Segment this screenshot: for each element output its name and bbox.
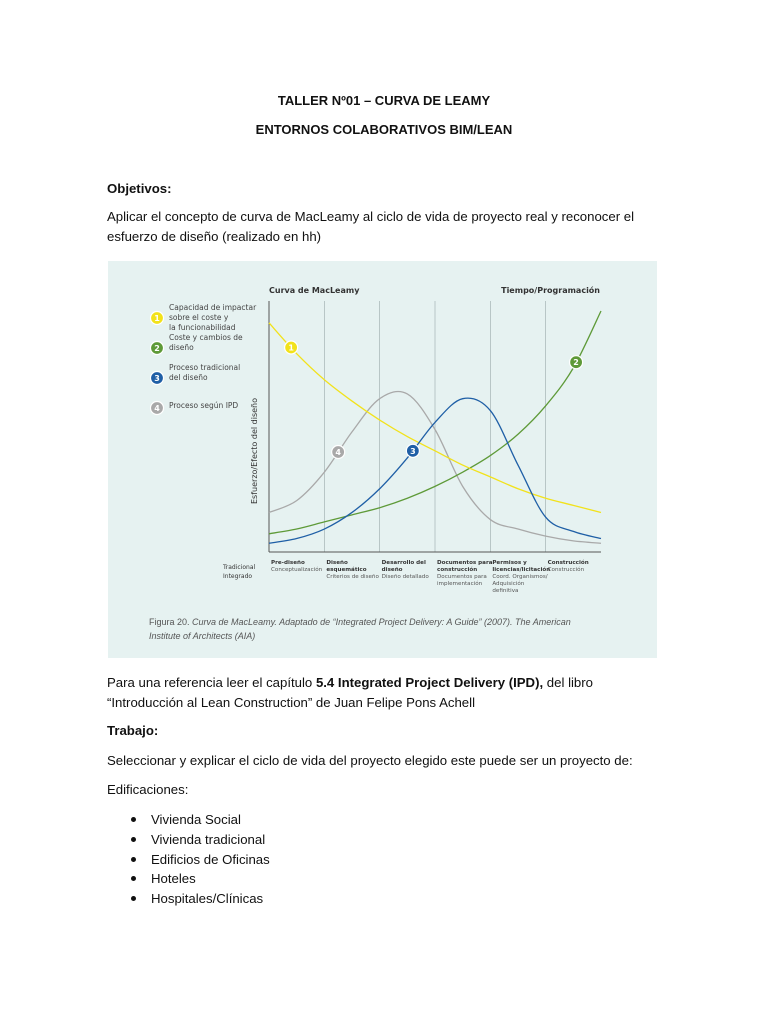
phase-label-5 — [492, 560, 550, 594]
marker-label: 1 — [288, 343, 294, 353]
chart-title-right: Tiempo/Programación — [501, 286, 600, 295]
phase-traditional-text: diseño — [381, 567, 403, 573]
phase-integrated-text: Diseño detallado — [381, 574, 429, 580]
legend-text: Capacidad de impactar — [169, 303, 257, 312]
legend-text: diseño — [169, 343, 194, 352]
trabajo-text: Seleccionar y explicar el ciclo de vida del proyecto elegido este puede ser un proyecto de: — [107, 753, 633, 768]
phase-integrated-text: Coord. Organismos/ — [492, 574, 548, 580]
row-label-integrado: Integrado — [223, 573, 253, 580]
reference-line-2: “Introducción al Lean Construction” de Juan Felipe Pons Achell — [107, 695, 476, 710]
objetivos-line-1: Aplicar el concepto de curva de MacLeamy al ciclo de vida de proyecto real y reconocer el — [107, 209, 635, 224]
phase-traditional-text: Diseño — [326, 560, 348, 566]
list-item: Edificios de Oficinas — [107, 850, 270, 870]
reference-paragraph — [107, 673, 707, 713]
legend-text: la funcionabilidad — [169, 323, 236, 332]
objetivos-line-2: esfuerzo de diseño (realizado en hh) — [107, 229, 322, 244]
row-label-tradicional: Tradicional — [223, 564, 256, 571]
legend-item-3 — [151, 363, 241, 385]
reference-text-pre: Para una referencia leer el capítulo — [107, 675, 316, 690]
document-title: TALLER Nº01 – CURVA DE LEAMY — [277, 93, 491, 108]
legend-badge-number: 4 — [154, 404, 160, 413]
edificaciones-label: Edificaciones: — [107, 782, 189, 797]
series-marker-4 — [332, 446, 345, 459]
chart-markers — [285, 341, 583, 459]
phase-traditional-text: Pre-diseño — [271, 560, 305, 566]
list-item: Hospitales/Clínicas — [107, 889, 270, 909]
reference-chapter: 5.4 Integrated Project Delivery (IPD), — [315, 675, 544, 690]
legend-text: sobre el coste y — [169, 313, 229, 322]
phase-traditional-text: esquemático — [326, 567, 367, 573]
objetivos-text — [107, 207, 687, 247]
legend-badge-number: 1 — [154, 314, 160, 323]
phase-traditional-text: Permisos y — [492, 560, 527, 566]
chart-gridlines — [324, 301, 545, 552]
building-types-list — [107, 810, 270, 909]
marker-label: 3 — [410, 446, 416, 456]
phase-label-6 — [548, 559, 589, 573]
phase-label-1 — [271, 560, 323, 573]
phase-traditional-text: licencias/licitación — [492, 567, 551, 573]
phase-traditional-text: construcción — [437, 567, 478, 573]
macleamy-chart — [108, 261, 657, 658]
phase-integrated-text: Conceptualización — [271, 567, 323, 573]
phase-traditional-text: Construcción — [547, 560, 589, 566]
legend-item-1 — [151, 303, 258, 332]
series-marker-3 — [406, 444, 419, 457]
phase-label-4 — [437, 560, 493, 587]
figure-caption-line-2: Institute of Architects (AIA) — [149, 631, 256, 641]
phase-integrated-text: Construcción — [547, 567, 585, 573]
legend-text: Proceso según IPD — [169, 401, 239, 410]
phase-integrated-text: implementación — [437, 581, 483, 587]
reference-text-post: del libro — [543, 675, 593, 690]
chart-title: Curva de MacLeamy — [269, 286, 360, 295]
caption-rest: Curva de MacLeamy. Adaptado de “Integrated Project Delivery: A Guide” (2007). The American — [189, 617, 571, 627]
legend-text: Proceso tradicional — [169, 363, 241, 372]
figure-caption-line-1 — [149, 617, 571, 627]
list-item: Vivienda Social — [107, 810, 270, 830]
series-marker-2 — [570, 356, 583, 369]
macleamy-figure — [108, 261, 657, 658]
phase-traditional-text: Desarrollo del — [381, 560, 426, 566]
y-axis-label: Esfuerzo/Efecto del diseño — [250, 398, 259, 504]
series-marker-1 — [285, 341, 298, 354]
phase-integrated-text: Documentos para — [437, 574, 487, 580]
phase-integrated-text: Criterios de diseño — [326, 574, 379, 580]
list-item: Vivienda tradicional — [107, 830, 270, 850]
objetivos-heading: Objetivos: — [107, 181, 172, 196]
chart-legend — [151, 303, 258, 415]
caption-label: Figura 20. — [149, 617, 190, 627]
phase-integrated-text: Adquisición — [492, 581, 525, 587]
legend-text: del diseño — [169, 373, 208, 382]
legend-text: Coste y cambios de — [169, 333, 243, 342]
phase-integrated-text: definitiva — [492, 588, 519, 594]
document-subtitle: ENTORNOS COLABORATIVOS BIM/LEAN — [255, 122, 513, 137]
legend-badge-number: 3 — [154, 374, 160, 383]
legend-item-2 — [151, 333, 244, 355]
phase-traditional-text: Documentos para — [437, 560, 493, 566]
legend-badge-number: 2 — [154, 344, 160, 353]
chart-phase-labels — [271, 559, 589, 594]
legend-item-4 — [151, 401, 239, 415]
phase-label-3 — [382, 560, 430, 580]
marker-label: 2 — [573, 358, 579, 368]
trabajo-heading: Trabajo: — [107, 723, 159, 738]
reference-line-1 — [107, 673, 707, 693]
phase-label-2 — [326, 560, 379, 580]
marker-label: 4 — [335, 448, 341, 458]
list-item: Hoteles — [107, 869, 270, 889]
